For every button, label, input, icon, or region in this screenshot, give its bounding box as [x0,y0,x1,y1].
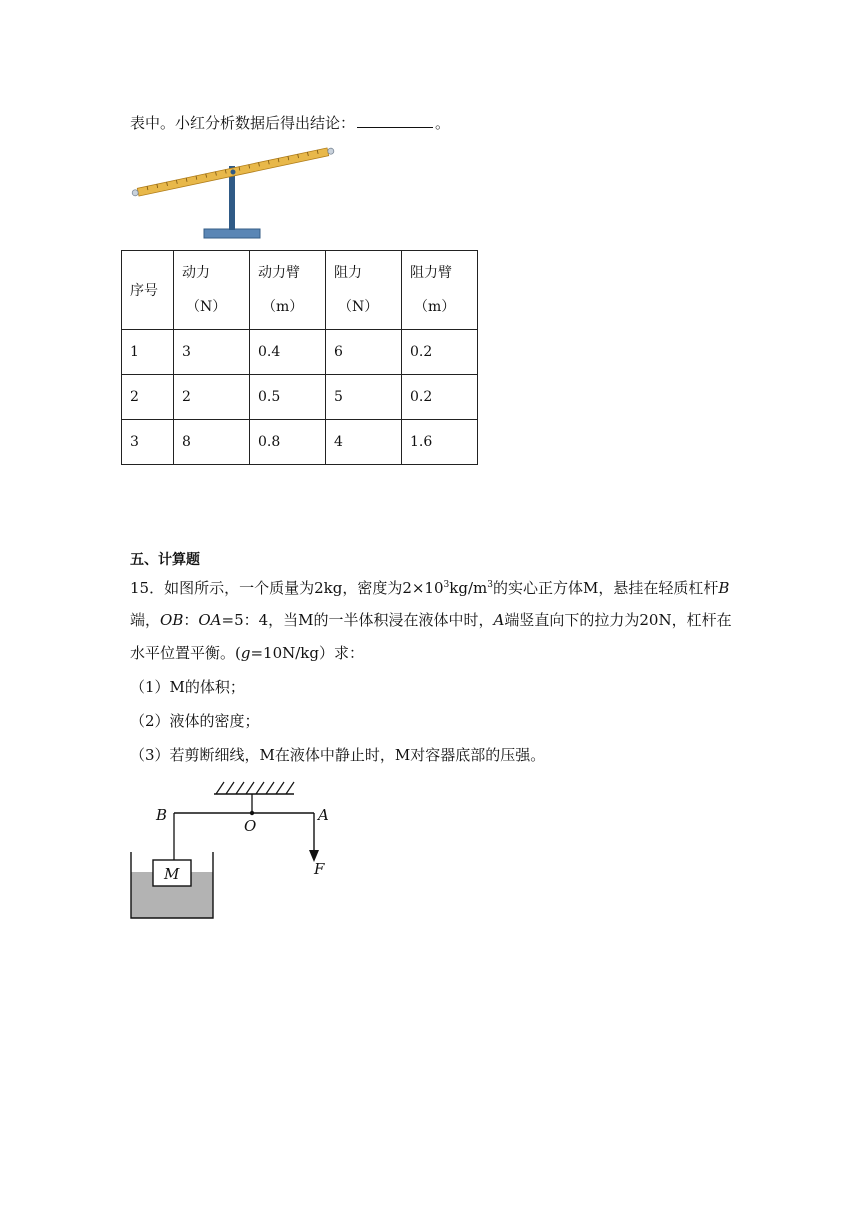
table-cell: 3 [174,330,250,375]
label-m: M [164,865,180,883]
intro-line [130,113,450,133]
table-header-cell: 阻力 （N） [326,251,402,330]
table-cell: 0.8 [250,420,326,465]
lever-container-diagram [128,776,348,926]
label-o: O [244,817,257,835]
question-2: （2）液体的密度； [130,712,260,730]
label-a: A [318,806,329,824]
table-cell: 5 [326,375,402,420]
intro-end: 。 [435,114,451,132]
intro-text: 表中。小红分析数据后得出结论： [130,114,356,132]
problem-line-1: 15．如图所示，一个质量为2kg，密度为$2\times 10^3kg/m^3$的实心正方体M，悬挂在轻质杠杆B [130,579,730,597]
question-1: （1）M的体积； [130,678,245,696]
table-cell: 1.6 [402,420,478,465]
section-title: 五、计算题 [130,552,200,568]
table-row [122,420,478,465]
label-b: B [156,806,168,824]
table-row [122,375,478,420]
table-header-cell: 动力臂 （m） [250,251,326,330]
lever-base [204,229,260,238]
table-cell: 0.2 [402,330,478,375]
table-cell: 0.5 [250,375,326,420]
table-header-cell: 序号 [122,251,174,330]
table-cell: 0.2 [402,375,478,420]
table-cell: 8 [174,420,250,465]
table-cell: 2 [122,375,174,420]
table-cell: 2 [174,375,250,420]
data-table [121,250,478,465]
label-f: F [314,860,325,878]
question-3: （3）若剪断细线，M在液体中静止时，M对容器底部的压强。 [130,746,546,764]
table-header-row [122,251,478,330]
ceiling-hatching [216,782,294,794]
problem-line-2: 端，OB：OA=5：4，当M的一半体积浸在液体中时，A端竖直向下的拉力为20N，杠杆在 [130,611,732,629]
problem-line-3: 水平位置平衡。(g=10N/kg）求： [130,644,364,662]
table-row [122,330,478,375]
table-cell: 3 [122,420,174,465]
table-header-cell: 动力 （N） [174,251,250,330]
table-cell: 6 [326,330,402,375]
table-cell: 0.4 [250,330,326,375]
table-header-cell: 阻力臂 （m） [402,251,478,330]
table-cell: 4 [326,420,402,465]
table-cell: 1 [122,330,174,375]
lever-apparatus-illustration [128,142,338,242]
answer-blank[interactable] [357,113,433,128]
